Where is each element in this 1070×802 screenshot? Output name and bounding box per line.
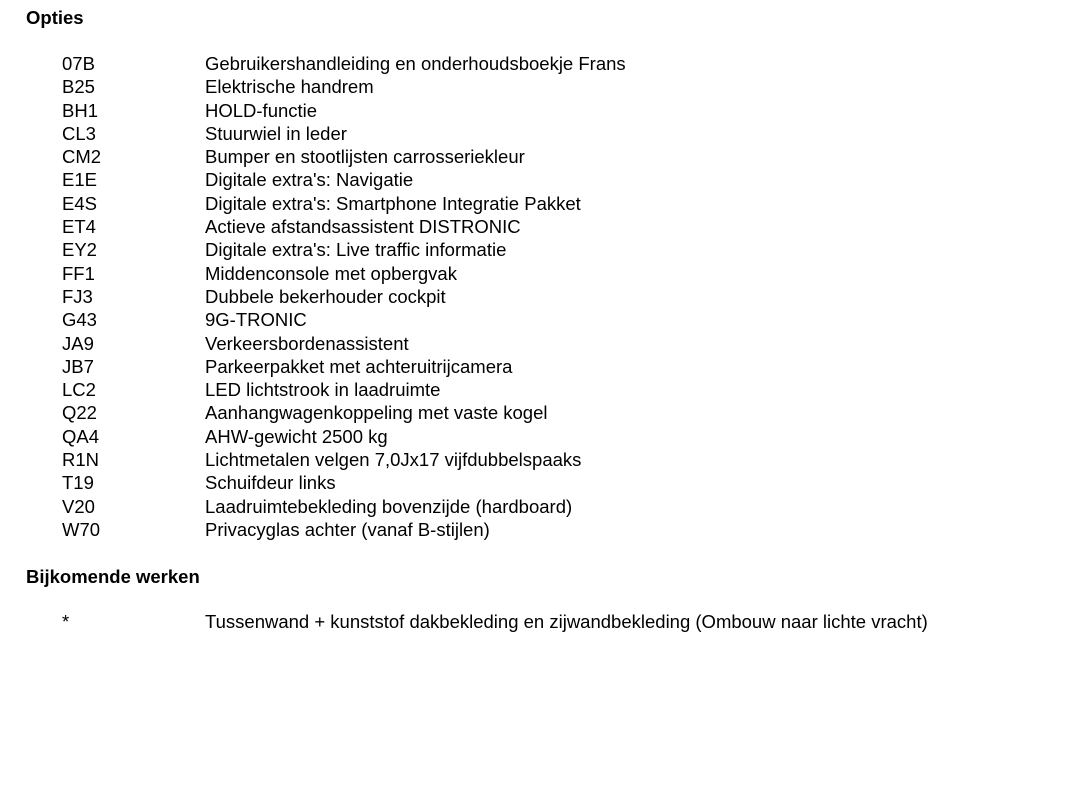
option-description: Schuifdeur links [205, 472, 336, 494]
option-description: Bumper en stootlijsten carrosseriekleur [205, 146, 525, 168]
option-description: Elektrische handrem [205, 76, 374, 98]
option-code: CM2 [62, 146, 102, 168]
option-code: QA4 [62, 425, 100, 447]
option-description: Digitale extra's: Smartphone Integratie Pakket [205, 192, 581, 214]
option-code: E4S [62, 192, 97, 214]
option-code: JB7 [62, 355, 94, 377]
option-description: Parkeerpakket met achteruitrijcamera [205, 355, 513, 377]
option-description: Verkeersbordenassistent [205, 332, 409, 354]
option-code: W70 [62, 518, 101, 540]
option-description: Gebruikershandleiding en onderhoudsboekje Frans [205, 53, 626, 74]
additional-works-heading: Bijkomende werken [26, 566, 200, 587]
option-description: Lichtmetalen velgen 7,0Jx17 vijfdubbelspaaks [205, 449, 582, 471]
option-description: Dubbele bekerhouder cockpit [205, 285, 446, 307]
option-code: R1N [62, 449, 100, 471]
option-code: Q22 [62, 402, 97, 424]
option-code: CL3 [62, 122, 96, 144]
option-code: EY2 [62, 239, 97, 261]
option-description: LED lichtstrook in laadruimte [205, 379, 441, 401]
work-bullet: * [62, 611, 70, 632]
option-description: Aanhangwagenkoppeling met vaste kogel [205, 402, 548, 424]
option-code: ET4 [62, 216, 96, 238]
option-description: Digitale extra's: Navigatie [205, 169, 414, 191]
option-code: 07B [62, 53, 95, 74]
option-code: E1E [62, 169, 97, 191]
option-description: Actieve afstandsassistent DISTRONIC [205, 216, 521, 238]
option-description: Digitale extra's: Live traffic informatie [205, 239, 507, 261]
option-code: LC2 [62, 379, 96, 401]
option-code: FF1 [62, 262, 95, 284]
option-description: Laadruimtebekleding bovenzijde (hardboard) [205, 495, 573, 517]
option-code: V20 [62, 495, 95, 517]
option-description: 9G-TRONIC [205, 309, 307, 331]
option-description: HOLD-functie [205, 99, 318, 121]
option-code: T19 [62, 472, 94, 494]
option-code: BH1 [62, 99, 98, 121]
option-description: Stuurwiel in leder [205, 122, 347, 144]
option-description: Privacyglas achter (vanaf B-stijlen) [205, 518, 490, 540]
option-description: AHW-gewicht 2500 kg [205, 425, 388, 447]
options-heading: Opties [26, 7, 84, 28]
option-code: JA9 [62, 332, 94, 354]
work-description: Tussenwand + kunststof dakbekleding en zijwandbekleding (Ombouw naar lichte vracht) [205, 611, 928, 632]
option-description: Middenconsole met opbergvak [205, 262, 457, 284]
option-code: G43 [62, 309, 97, 331]
option-code: B25 [62, 76, 95, 98]
option-code: FJ3 [62, 285, 93, 307]
